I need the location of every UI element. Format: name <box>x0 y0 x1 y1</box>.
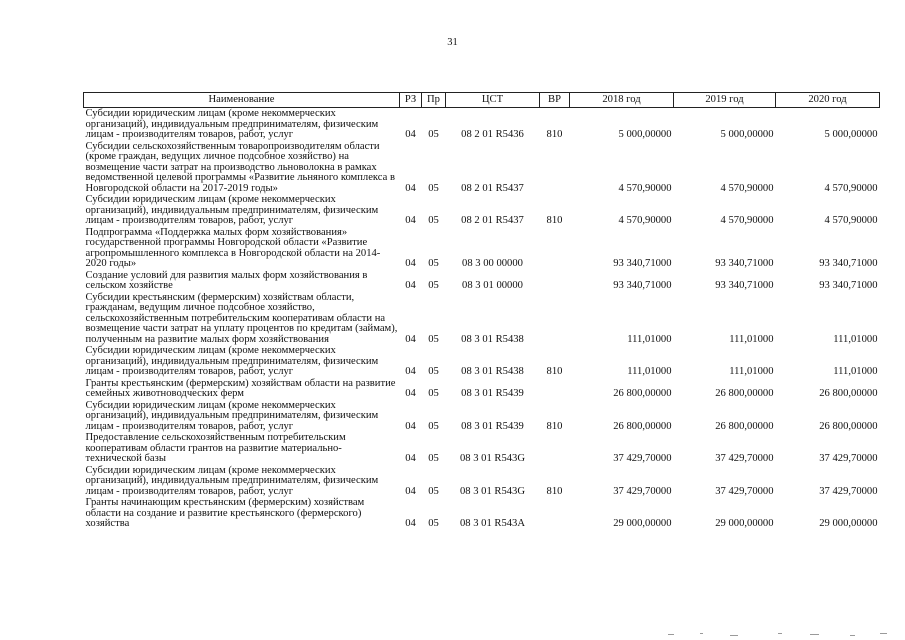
cell-cst: 08 3 01 00000 <box>462 280 523 291</box>
header-2019: 2019 год <box>674 93 776 108</box>
cell-pr: 05 <box>428 518 439 529</box>
cell-cst: 08 2 01 R5437 <box>461 215 524 226</box>
cell-2019: 111,01000 <box>729 333 774 345</box>
cell-pr: 05 <box>428 420 439 432</box>
header-cst: ЦСТ <box>446 93 540 108</box>
cell-vr <box>540 141 570 195</box>
table-row <box>84 270 880 292</box>
table-row <box>84 432 880 465</box>
cell-2018: 37 429,70000 <box>613 485 672 497</box>
cell-rz: 04 <box>405 388 416 399</box>
cell-2018: 111,01000 <box>627 333 672 345</box>
cell-vr: 810 <box>546 215 563 226</box>
cell-vr: 810 <box>546 129 563 140</box>
table-row <box>84 378 880 400</box>
cell-pr: 05 <box>428 258 439 269</box>
cell-vr: 810 <box>546 420 563 432</box>
table-body <box>84 108 880 530</box>
cell-rz: 04 <box>405 258 416 269</box>
cell-2020: 4 570,90000 <box>824 215 878 226</box>
cell-pr: 05 <box>428 388 439 399</box>
cell-name: Гранты начинающим крестьянским (фермерским) хозяйствам области на создание и развитие крестьянского (фермерского) хозяйства <box>85 497 365 529</box>
cell-2018: 93 340,71000 <box>613 280 672 291</box>
cell-2020: 37 429,70000 <box>819 453 878 464</box>
cell-2019: 26 800,00000 <box>715 388 774 399</box>
cell-pr: 05 <box>428 366 439 377</box>
cell-rz: 04 <box>405 333 416 345</box>
cell-rz: 04 <box>405 215 416 226</box>
cell-2020: 26 800,00000 <box>819 388 878 399</box>
cell-2018: 26 800,00000 <box>613 420 672 432</box>
cell-pr: 05 <box>428 280 439 291</box>
cell-name: Гранты крестьянским (фермерским) хозяйствам области на развитие семейных животноводческих ферм <box>85 377 396 399</box>
cell-pr: 05 <box>428 182 439 194</box>
cell-2018: 5 000,00000 <box>618 129 672 140</box>
cell-rz: 04 <box>405 366 416 377</box>
cell-name: Предоставление сельскохозяйственным потребительским кооперативам области грантов на развитие материально-технической базы <box>85 432 346 464</box>
cell-2019: 37 429,70000 <box>715 453 774 464</box>
cell-2018: 37 429,70000 <box>613 453 672 464</box>
cell-name: Подпрограмма «Поддержка малых форм хозяйствования» государственной программы Новгородской области «Развитие агропромышленного комплекса в Новгородской области на 2014-2020 годы» <box>85 226 381 269</box>
cell-name: Субсидии юридическим лицам (кроме некоммерческих организаций), индивидуальным предпринимателям, физическим лицам - производителям товаров, работ, услуг <box>85 399 379 432</box>
cell-2019: 5 000,00000 <box>720 129 774 140</box>
cell-pr: 05 <box>428 485 439 497</box>
cell-2019: 26 800,00000 <box>715 420 774 432</box>
cell-2018: 4 570,90000 <box>618 182 672 194</box>
cell-2020: 5 000,00000 <box>824 129 878 140</box>
cell-rz: 04 <box>405 453 416 464</box>
cell-name: Субсидии юридическим лицам (кроме некоммерческих организаций), индивидуальным предпринимателям, физическим лицам - производителям товаров, работ, услуг <box>85 464 379 497</box>
cell-cst: 08 3 01 R5439 <box>461 420 524 432</box>
cell-2020: 4 570,90000 <box>824 182 878 194</box>
cell-name: Субсидии юридическим лицам (кроме некоммерческих организаций), индивидуальным предпринимателям, физическим лицам - производителям товаров, работ, услуг <box>85 345 379 377</box>
cell-name: Субсидии крестьянским (фермерским) хозяйствам области, гражданам, ведущим личное подсобное хозяйство, сельскохозяйственным потребительским кооперативам области на возмещение части затрат на уплату процентов по кредитам (займам), полученным на развитие малых форм хозяйствования <box>85 291 398 345</box>
cell-pr: 05 <box>428 215 439 226</box>
cell-cst: 08 3 01 R543A <box>459 518 526 529</box>
cell-2020: 37 429,70000 <box>819 485 878 497</box>
cell-pr: 05 <box>428 129 439 140</box>
header-2020: 2020 год <box>776 93 880 108</box>
header-2018: 2018 год <box>570 93 674 108</box>
cell-2018: 93 340,71000 <box>613 258 672 269</box>
header-name: Наименование <box>84 93 400 108</box>
cell-rz: 04 <box>405 182 416 194</box>
cell-2020: 29 000,00000 <box>819 518 878 529</box>
cell-rz: 04 <box>405 280 416 291</box>
header-vr: ВР <box>540 93 570 108</box>
cell-pr: 05 <box>428 453 439 464</box>
cell-2018: 29 000,00000 <box>613 518 672 529</box>
cell-2020: 26 800,00000 <box>819 420 878 432</box>
page-number: 31 <box>447 37 458 48</box>
cell-name: Создание условий для развития малых форм хозяйствования в сельском хозяйстве <box>85 269 368 291</box>
cell-vr: 810 <box>546 485 563 497</box>
cell-2019: 93 340,71000 <box>715 280 774 291</box>
cell-vr: 810 <box>546 366 563 377</box>
cell-name: Субсидии юридическим лицам (кроме некоммерческих организаций), индивидуальным предпринимателям, физическим лицам - производителям товаров, работ, услуг <box>85 194 379 226</box>
cell-cst: 08 3 01 R543G <box>459 485 526 497</box>
cell-2019: 4 570,90000 <box>720 215 774 226</box>
table-row <box>84 400 880 433</box>
cell-rz: 04 <box>405 129 416 140</box>
cell-2018: 4 570,90000 <box>618 215 672 226</box>
cell-vr <box>540 497 570 530</box>
table-row <box>84 465 880 498</box>
table-row <box>84 108 880 141</box>
cell-cst: 08 2 01 R5436 <box>461 129 524 140</box>
cell-cst: 08 3 01 R5439 <box>461 388 524 399</box>
cell-2020: 111,01000 <box>833 333 878 345</box>
table-row <box>84 194 880 227</box>
cell-rz: 04 <box>405 485 416 497</box>
table-row <box>84 292 880 346</box>
cell-vr <box>540 432 570 465</box>
cell-2019: 29 000,00000 <box>715 518 774 529</box>
cell-rz: 04 <box>405 420 416 432</box>
cell-cst: 08 3 01 R543G <box>459 453 526 464</box>
cell-2020: 111,01000 <box>833 366 878 377</box>
scan-artifacts <box>660 630 900 638</box>
header-rz: РЗ <box>400 93 422 108</box>
cell-2019: 37 429,70000 <box>715 485 774 497</box>
cell-2020: 93 340,71000 <box>819 280 878 291</box>
cell-name: Субсидии сельскохозяйственным товаропроизводителям области (кроме граждан, ведущих личное подсобное хозяйство) на возмещение части затрат на производство льноволокна в рамках ведомственной целевой программы «Развитие льняного комплекса в Новгородской области на 2017-2019 годы» <box>85 140 395 194</box>
cell-2018: 26 800,00000 <box>613 388 672 399</box>
table-header <box>84 93 880 108</box>
cell-name: Субсидии юридическим лицам (кроме некоммерческих организаций), индивидуальным предпринимателям, физическим лицам - производителям товаров, работ, услуг <box>85 108 379 140</box>
budget-table <box>83 92 880 530</box>
cell-vr <box>540 270 570 292</box>
cell-cst: 08 3 01 R5438 <box>461 366 524 377</box>
table-row <box>84 497 880 530</box>
header-pr: Пр <box>422 93 446 108</box>
cell-2018: 111,01000 <box>627 366 672 377</box>
cell-rz: 04 <box>405 518 416 529</box>
cell-pr: 05 <box>428 333 439 345</box>
cell-2019: 111,01000 <box>729 366 774 377</box>
cell-cst: 08 3 00 00000 <box>462 258 523 269</box>
cell-2020: 93 340,71000 <box>819 258 878 269</box>
cell-vr <box>540 292 570 346</box>
table-row <box>84 141 880 195</box>
cell-2019: 93 340,71000 <box>715 258 774 269</box>
cell-vr <box>540 227 570 270</box>
cell-cst: 08 3 01 R5438 <box>461 333 524 345</box>
cell-vr <box>540 378 570 400</box>
cell-2019: 4 570,90000 <box>720 182 774 194</box>
table-row <box>84 345 880 378</box>
cell-cst: 08 2 01 R5437 <box>461 182 524 194</box>
table-row <box>84 227 880 270</box>
